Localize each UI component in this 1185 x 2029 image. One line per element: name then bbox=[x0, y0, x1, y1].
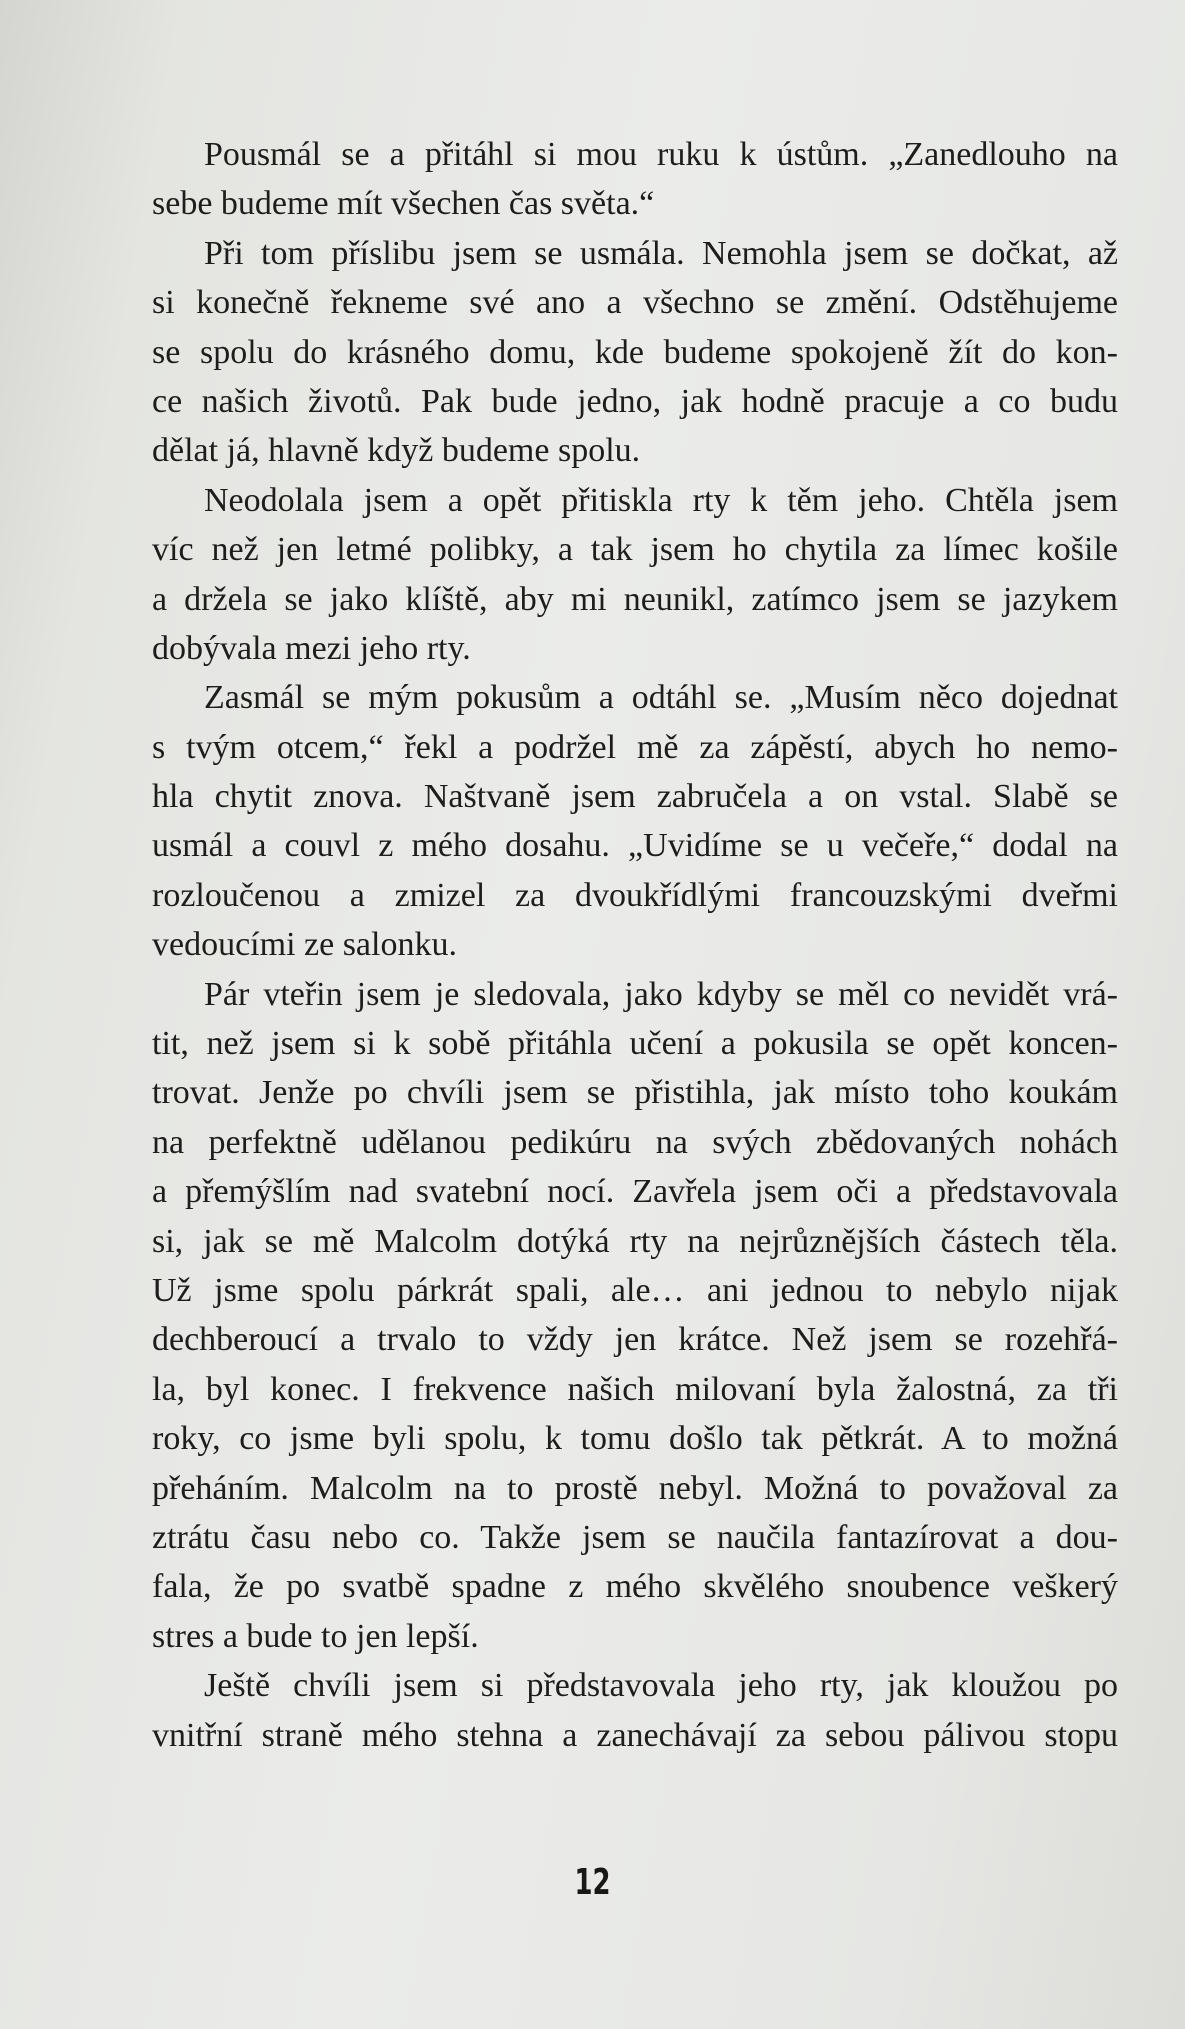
text-line: vedoucími ze salonku. bbox=[152, 926, 457, 964]
text-line: dobývala mezi jeho rty. bbox=[152, 629, 471, 667]
text-line: ztrátu času nebo co. Takže jsem se naučila fantazírovat a dou- bbox=[152, 1518, 1118, 1556]
text-line: se spolu do krásného domu, kde budeme spokojeně žít do kon- bbox=[152, 333, 1118, 371]
text-line: víc než jen letmé polibky, a tak jsem ho chytila za límec košile bbox=[152, 531, 1118, 569]
text-line: Pár vteřin jsem je sledovala, jako kdyby se měl co nevidět vrá- bbox=[204, 975, 1118, 1013]
paragraph-4 bbox=[152, 673, 1118, 969]
body-text bbox=[152, 130, 1118, 1760]
text-line: ce našich životů. Pak bude jedno, jak hodně pracuje a co budu bbox=[152, 382, 1118, 420]
text-line: Pousmál se a přitáhl si mou ruku k ústům. „Zanedlouho na bbox=[204, 136, 1118, 173]
text-line: vnitřní straně mého stehna a zanechávají za sebou pálivou stopu bbox=[152, 1716, 1118, 1754]
text-line: Zasmál se mým pokusům a odtáhl se. „Musím něco dojednat bbox=[204, 679, 1118, 717]
text-line: sebe budeme mít všechen čas světa.“ bbox=[152, 185, 655, 223]
paragraph-6 bbox=[152, 1661, 1118, 1760]
text-line: si, jak se mě Malcolm dotýká rty na nejrůznějších částech těla. bbox=[152, 1222, 1118, 1260]
text-line: la, byl konec. I frekvence našich milovaní byla žalostná, za tři bbox=[152, 1370, 1118, 1408]
text-line: stres a bude to jen lepší. bbox=[152, 1617, 479, 1655]
text-line: s tvým otcem,“ řekl a podržel mě za zápěstí, abych ho nemo- bbox=[152, 728, 1118, 766]
text-line: usmál a couvl z mého dosahu. „Uvidíme se u večeře,“ dodal na bbox=[152, 827, 1118, 865]
text-line: Při tom příslibu jsem se usmála. Nemohla jsem se dočkat, až bbox=[204, 234, 1118, 272]
text-line: Neodolala jsem a opět přitiskla rty k těm jeho. Chtěla jsem bbox=[204, 481, 1118, 519]
paragraph-5 bbox=[152, 970, 1118, 1661]
paragraph-1 bbox=[152, 130, 1118, 229]
text-line: Už jsme spolu párkrát spali, ale… ani jednou to nebylo nijak bbox=[152, 1271, 1118, 1309]
text-line: a přemýšlím nad svatební nocí. Zavřela jsem oči a představovala bbox=[152, 1173, 1118, 1211]
paragraph-2 bbox=[152, 229, 1118, 476]
text-line: dělat já, hlavně když budeme spolu. bbox=[152, 432, 641, 470]
text-line: trovat. Jenže po chvíli jsem se přistihla, jak místo toho koukám bbox=[152, 1074, 1118, 1112]
paragraph-3 bbox=[152, 476, 1118, 674]
text-line: fala, že po svatbě spadne z mého skvělého snoubence veškerý bbox=[152, 1568, 1118, 1606]
text-line: přeháním. Malcolm na to prostě nebyl. Možná to považoval za bbox=[152, 1469, 1118, 1507]
text-line: hla chytit znova. Naštvaně jsem zabručela a on vstal. Slabě se bbox=[152, 778, 1118, 816]
text-line: Ještě chvíli jsem si představovala jeho rty, jak kloužou po bbox=[204, 1667, 1118, 1705]
text-line: na perfektně udělanou pedikúru na svých zbědovaných nohách bbox=[152, 1123, 1118, 1161]
text-line: si konečně řekneme své ano a všechno se změní. Odstěhujeme bbox=[152, 284, 1118, 322]
text-line: tit, než jsem si k sobě přitáhla učení a pokusila se opět koncen- bbox=[152, 1025, 1118, 1063]
text-line: roky, co jsme byli spolu, k tomu došlo tak pětkrát. A to možná bbox=[152, 1420, 1118, 1458]
page-number: 12 bbox=[574, 1862, 611, 1903]
text-line: rozloučenou a zmizel za dvoukřídlými francouzskými dveřmi bbox=[152, 876, 1118, 914]
text-line: dechberoucí a trvalo to vždy jen krátce. Než jsem se rozehřá- bbox=[152, 1321, 1118, 1359]
text-line: a držela se jako klíště, aby mi neunikl, zatímco jsem se jazykem bbox=[152, 580, 1118, 618]
